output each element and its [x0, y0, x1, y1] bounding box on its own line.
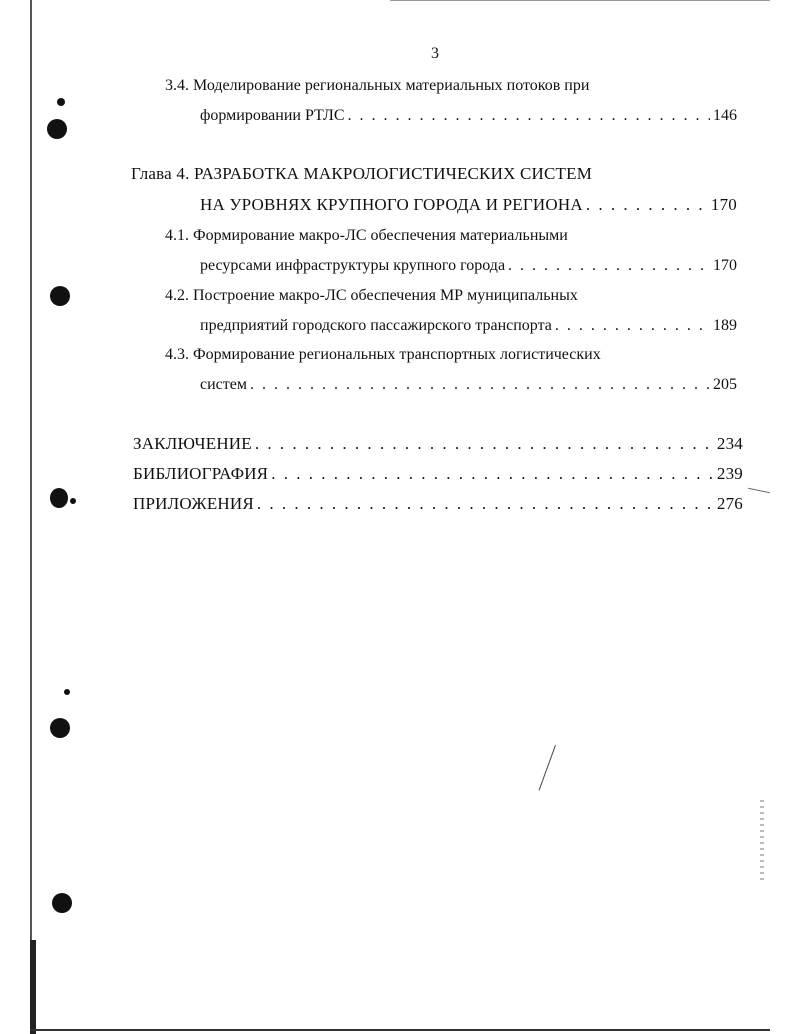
scan-top-edge	[390, 0, 770, 1]
punch-hole-dot	[70, 498, 76, 504]
toc-chapter-4-title-cont: НА УРОВНЯХ КРУПНОГО ГОРОДА И РЕГИОНА	[200, 195, 583, 214]
dot-leader	[555, 316, 710, 336]
toc-conclusion[interactable]	[133, 434, 743, 454]
toc-conclusion-label: ЗАКЛЮЧЕНИЕ	[133, 434, 252, 453]
toc-entry-3-4-page: 146	[713, 107, 737, 124]
toc-entry-4-3[interactable]	[200, 375, 737, 395]
toc-entry-4-1[interactable]	[200, 256, 737, 276]
toc-entry-3-4-title-cont: формировании РТЛС	[200, 107, 345, 124]
punch-hole	[52, 893, 72, 913]
toc-chapter-4[interactable]	[200, 195, 737, 215]
toc-entry-4-2-page: 189	[713, 317, 737, 334]
dot-leader	[586, 195, 708, 215]
page-number: 3	[431, 45, 439, 62]
punch-hole-dot	[57, 98, 65, 106]
dot-leader	[257, 494, 714, 514]
toc-entry-4-3-title: 4.3. Формирование региональных транспортных логистических	[165, 346, 601, 363]
scan-border-left-shadow	[30, 940, 36, 1034]
stray-dash-mark	[748, 488, 770, 494]
toc-entry-4-2[interactable]	[200, 316, 737, 336]
toc-bibliography[interactable]	[133, 464, 743, 484]
toc-entry-4-2-title-cont: предприятий городского пассажирского транспорта	[200, 317, 552, 334]
toc-entry-4-1-title-cont: ресурсами инфраструктуры крупного города	[200, 257, 506, 274]
stray-pen-mark	[539, 745, 556, 790]
toc-entry-4-1-page: 170	[713, 257, 737, 274]
punch-hole	[50, 286, 70, 306]
toc-bibliography-page: 239	[716, 464, 743, 483]
toc-conclusion-page: 234	[716, 434, 743, 453]
toc-entry-3-4-title: 3.4. Моделирование региональных материальных потоков при	[165, 77, 590, 94]
scan-border-left	[30, 0, 32, 1034]
punch-hole	[50, 488, 68, 508]
dot-leader	[348, 106, 710, 126]
toc-entry-4-2-title: 4.2. Построение макро-ЛС обеспечения МР муниципальных	[165, 287, 578, 304]
toc-entry-4-3-title-cont: систем	[200, 376, 247, 393]
dot-leader	[271, 464, 714, 484]
dot-leader	[255, 434, 714, 454]
scan-bottom-edge	[30, 1029, 770, 1031]
punch-hole	[47, 119, 67, 139]
toc-entry-4-3-page: 205	[713, 376, 737, 393]
dot-leader	[508, 256, 710, 276]
dot-leader	[250, 375, 710, 395]
toc-bibliography-label: БИБЛИОГРАФИЯ	[133, 464, 269, 483]
scan-noise-right	[760, 800, 764, 880]
toc-entry-4-1-title: 4.1. Формирование макро-ЛС обеспечения материальными	[165, 227, 568, 244]
toc-appendices-page: 276	[716, 494, 743, 513]
toc-appendices[interactable]	[133, 494, 743, 514]
toc-appendices-label: ПРИЛОЖЕНИЯ	[133, 494, 254, 513]
toc-chapter-4-title: Глава 4. РАЗРАБОТКА МАКРОЛОГИСТИЧЕСКИХ СИСТЕМ	[131, 164, 593, 183]
punch-hole	[50, 718, 70, 738]
toc-entry-3-4[interactable]	[200, 106, 737, 126]
toc-chapter-4-page: 170	[710, 195, 737, 214]
punch-hole-dot	[64, 689, 70, 695]
